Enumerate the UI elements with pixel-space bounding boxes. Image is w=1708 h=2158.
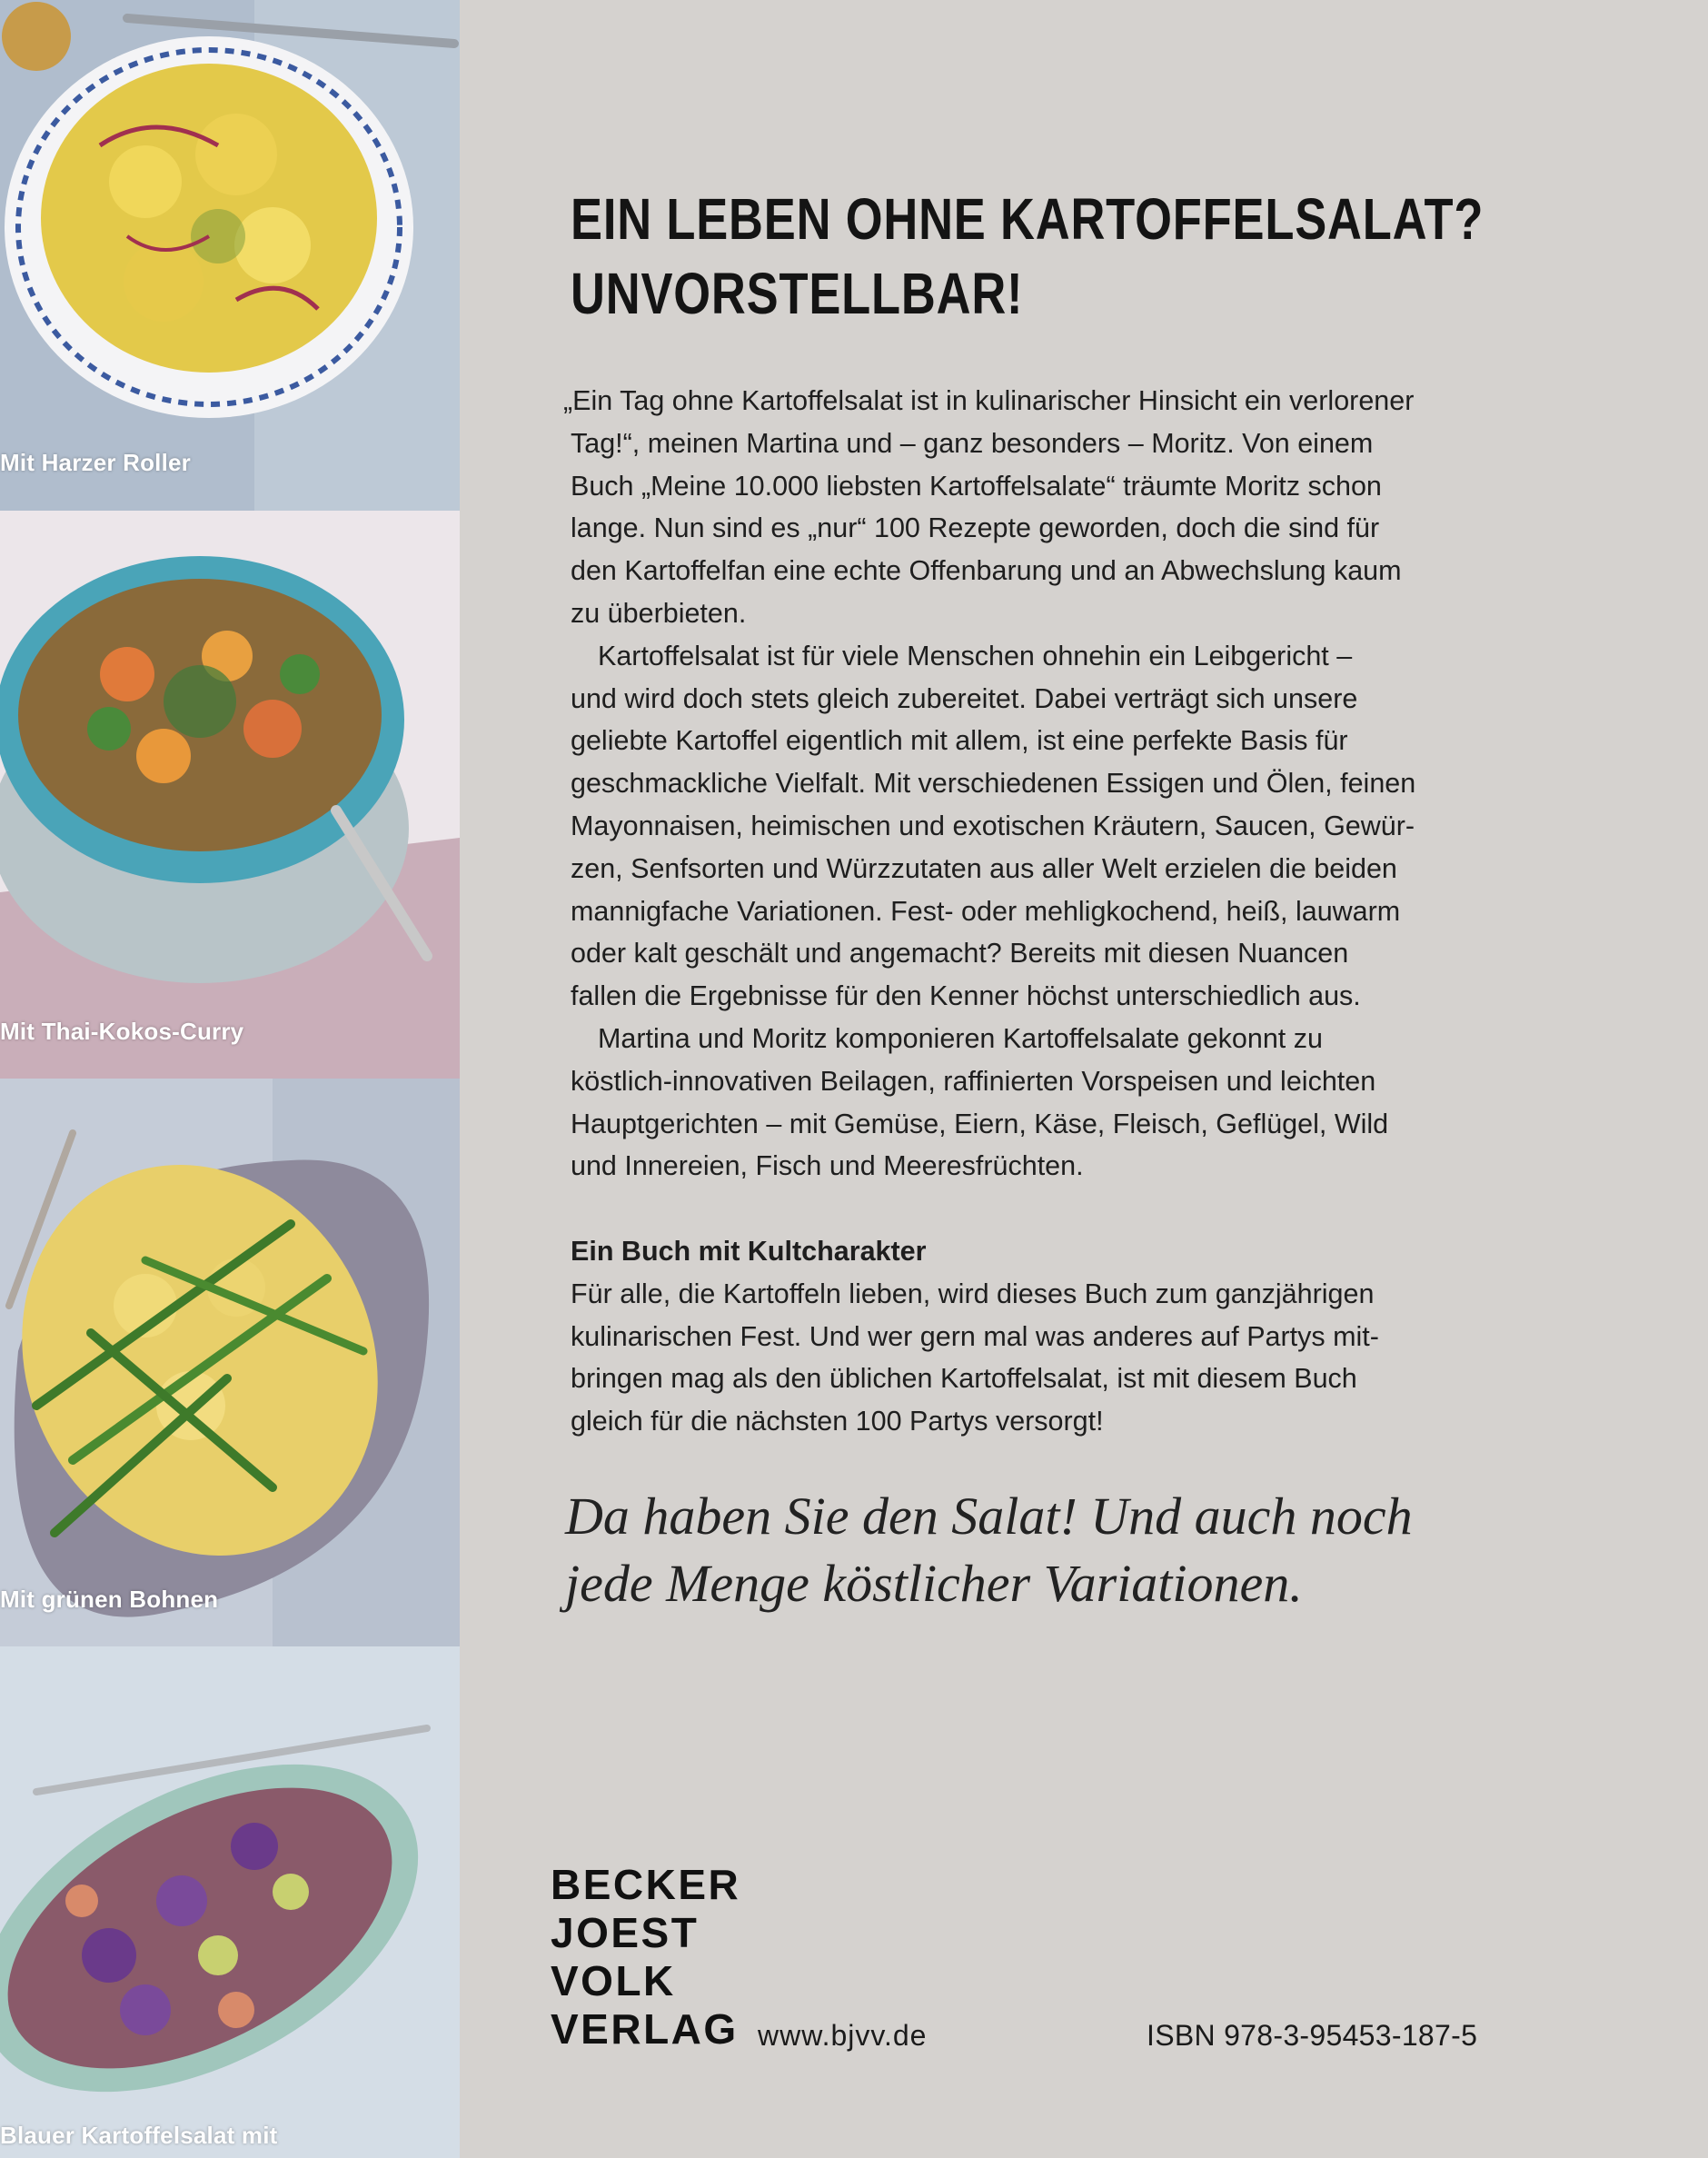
text-line: köstlich-innovativen Beilagen, raffinierten Vorspeisen und leichten [571,1065,1376,1097]
text-line: Kartoffelsalat ist für viele Menschen ohnehin ein Leibgericht – [598,640,1353,671]
text-line: und wird doch stets gleich zubereitet. Dabei verträgt sich unsere [571,682,1358,714]
publisher-line-2: JOEST [551,1909,700,1956]
text-line: Buch „Meine 10.000 liebsten Kartoffelsalate“ träumte Moritz schon [571,470,1382,502]
photo-blauer-kartoffelsalat [0,1646,460,2158]
text-line: zu überbieten. [571,597,747,629]
publisher-logo [551,1861,740,2054]
photo-thai-kokos-curry [0,511,460,1079]
headline [571,182,1502,331]
publisher-line-3: VOLK [551,1957,676,2004]
salad-image-1 [0,0,460,511]
isbn: ISBN 978-3-95453-187-5 [1147,2019,1478,2052]
quote-line-1: Da haben Sie den Salat! Und auch noch [565,1487,1413,1546]
text-line: lange. Nun sind es „nur“ 100 Rezepte geworden, doch die sind für [571,512,1380,544]
paragraph-4 [571,1230,1479,1443]
paragraph-gap [571,1188,1479,1230]
text-line: „Ein Tag ohne Kartoffelsalat ist in kulinarischer Hinsicht ein verlorener [563,385,1415,416]
text-line: Mayonnaisen, heimischen und exotischen Kräutern, Saucen, Gewür- [571,810,1415,841]
photo-caption-3: Mit grünen Bohnen [0,1586,219,1613]
text-line: bringen mag als den üblichen Kartoffelsalat, ist mit diesem Buch [571,1363,1357,1395]
salad-image-2 [0,511,460,1079]
paragraph-2 [571,635,1479,1018]
headline-line-2: UNVORSTELLBAR! [571,261,1024,326]
photo-gruene-bohnen [0,1079,460,1646]
photo-caption-1: Mit Harzer Roller [0,449,192,476]
text-line: den Kartoffelfan eine echte Offenbarung und an Abwechslung kaum [571,555,1402,587]
salad-image-4 [0,1646,460,2158]
text-line: Martina und Moritz komponieren Kartoffelsalate gekonnt zu [598,1022,1323,1054]
quote-line-2: jede Menge köstlicher Variationen. [565,1554,1303,1613]
headline-line-1: EIN LEBEN OHNE KARTOFFELSALAT? [571,186,1485,252]
paragraph-3 [571,1018,1479,1188]
text-line: kulinarischen Fest. Und wer gern mal was anderes auf Partys mit- [571,1320,1379,1352]
publisher-line-1: BECKER [551,1861,741,1908]
publisher-line-4: VERLAG [551,2005,739,2053]
photo-caption-4: Blauer Kartoffelsalat mit [0,2122,278,2149]
salad-image-3 [0,1079,460,1646]
photo-harzer-roller [0,0,460,511]
text-line: geliebte Kartoffel eigentlich mit allem, ist eine perfekte Basis für [571,725,1348,757]
pull-quote [565,1483,1564,1617]
paragraph-1 [563,380,1479,635]
text-line: fallen die Ergebnisse für den Kenner höchst unterschiedlich aus. [571,980,1361,1012]
text-line: gleich für die nächsten 100 Partys versorgt! [571,1406,1104,1437]
photo-caption-2: Mit Thai-Kokos-Curry [0,1018,244,1045]
text-line: und Innereien, Fisch und Meeresfrüchten. [571,1150,1084,1182]
text-line: Tag!“, meinen Martina und – ganz besonders – Moritz. Von einem [571,427,1374,459]
text-line: geschmackliche Vielfalt. Mit verschiedenen Essigen und Ölen, feinen [571,768,1416,800]
body-text [563,380,1479,1443]
photo-column [0,0,460,2158]
text-line: Hauptgerichten – mit Gemüse, Eiern, Käse, Fleisch, Geflügel, Wild [571,1108,1389,1139]
text-line: mannigfache Variationen. Fest- oder mehligkochend, heiß, lauwarm [571,895,1401,927]
publisher-url[interactable]: www.bjvv.de [758,2019,928,2052]
text-line: oder kalt geschält und angemacht? Bereits mit diesen Nuancen [571,938,1349,970]
text-line: Für alle, die Kartoffeln lieben, wird dieses Buch zum ganzjährigen [571,1278,1375,1309]
text-line: zen, Senfsorten und Würzzutaten aus aller Welt erzielen die beiden [571,852,1397,884]
subheading: Ein Buch mit Kultcharakter [571,1235,927,1267]
